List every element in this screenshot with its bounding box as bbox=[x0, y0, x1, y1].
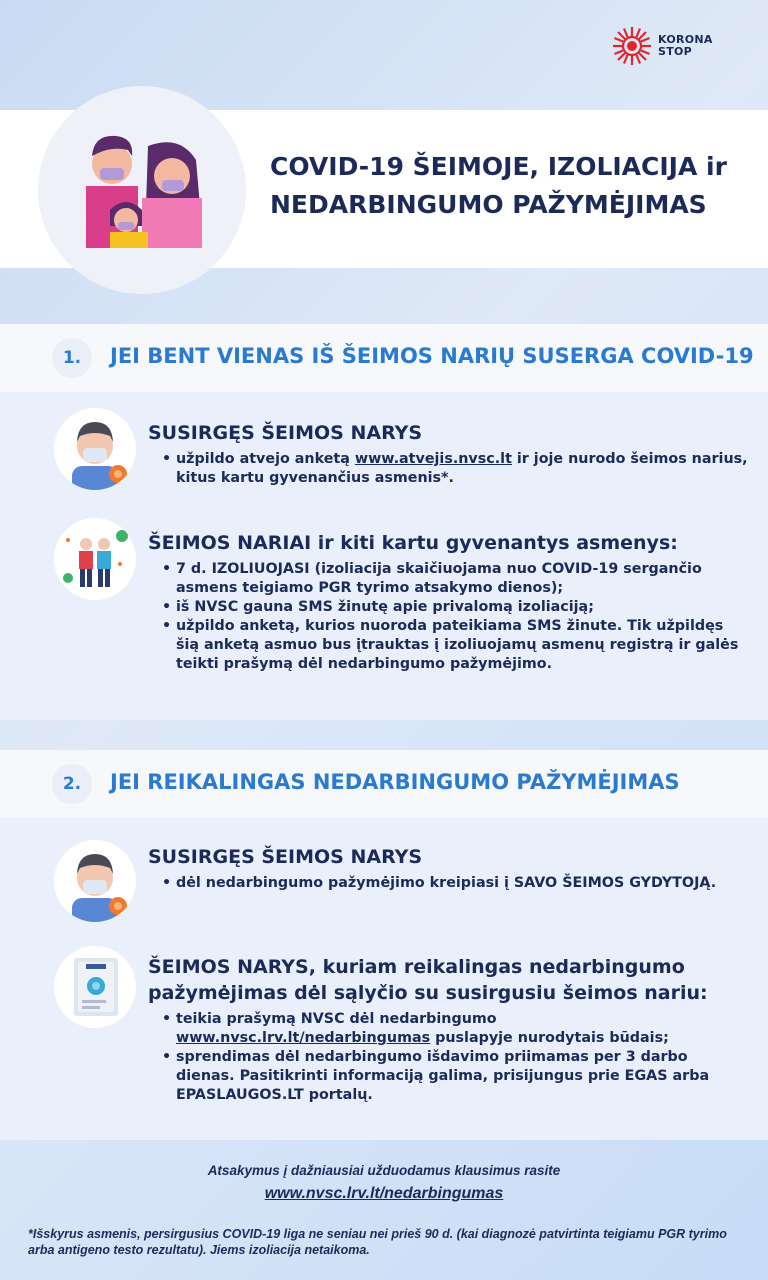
sick-member-block bbox=[148, 420, 748, 488]
page-title-line2: NEDARBINGUMO PAŽYMĖJIMAS bbox=[270, 190, 707, 219]
atvejis-link[interactable]: www.atvejis.nvsc.lt bbox=[354, 451, 512, 467]
family-members-illustration bbox=[54, 518, 136, 600]
sick-person-illustration bbox=[54, 840, 136, 922]
bullet-text: ir joje nurodo šeimos narius, kitus kartu gyvenančius asmenis*. bbox=[176, 451, 748, 486]
family-members-list bbox=[162, 560, 748, 674]
list-item: • iš NVSC gauna SMS žinutę apie privalomą izoliaciją; bbox=[162, 598, 748, 617]
list-item bbox=[162, 450, 748, 488]
family-illustration bbox=[38, 86, 246, 294]
nvsc-sick-leave-link[interactable]: www.nvsc.lrv.lt/nedarbingumas bbox=[176, 1030, 431, 1046]
logo-text-line1: KORONA bbox=[658, 33, 713, 46]
section-if-family-member-ill bbox=[0, 324, 768, 720]
sick-member-list bbox=[162, 874, 748, 893]
section-header bbox=[0, 750, 768, 818]
list-item: • sprendimas dėl nedarbingumo išdavimo priimamas per 3 darbo dienas. Pasitikrinti informaciją galima, prisijungus prie EGAS arba EPASLAUGOS.LT portalų. bbox=[162, 1048, 748, 1105]
family-members-block bbox=[148, 530, 748, 674]
section-number: 2. bbox=[52, 764, 92, 804]
page-title-line1: COVID-19 ŠEIMOJE, IZOLIACIJA ir bbox=[270, 152, 727, 181]
sick-person-icon bbox=[54, 840, 136, 922]
section-title: JEI REIKALINGAS NEDARBINGUMO PAŽYMĖJIMAS bbox=[110, 770, 680, 794]
bullet-text: užpildo atvejo anketą bbox=[176, 451, 355, 467]
sick-member-heading: SUSIRGĘS ŠEIMOS NARYS bbox=[148, 422, 423, 444]
list-item: • dėl nedarbingumo pažymėjimo kreipiasi į SAVO ŠEIMOS GYDYTOJĄ. bbox=[162, 874, 748, 893]
logo-text-line2: STOP bbox=[658, 45, 693, 58]
list-item bbox=[162, 1010, 748, 1048]
bullet-text: teikia prašymą NVSC dėl nedarbingumo bbox=[176, 1011, 497, 1027]
list-item: • 7 d. IZOLIUOJASI (izoliacija skaičiuojama nuo COVID-19 sergančio asmens teigiamo PGR tyrimo atsakymo dienos); bbox=[162, 560, 748, 598]
section-title: JEI BENT VIENAS IŠ ŠEIMOS NARIŲ SUSERGA COVID-19 bbox=[110, 344, 754, 368]
footnote: *Išskyrus asmenis, persirgusius COVID-19 liga ne seniau nei prieš 90 d. (kai diagnozė patvirtinta teigiamu PGR tyrimo arba antigeno testo rezultatu). Jiems izoliacija netaikoma. bbox=[28, 1227, 727, 1257]
sun-logo-icon bbox=[612, 26, 652, 66]
bullet-text: puslapyje nurodytais būdais; bbox=[430, 1030, 669, 1046]
masked-family-icon bbox=[38, 86, 246, 294]
section-sick-leave-needed bbox=[0, 750, 768, 1140]
contact-member-heading: ŠEIMOS NARYS, kuriam reikalingas nedarbingumo pažymėjimas dėl sąlyčio su susirgusiu šeimos nariu: bbox=[148, 956, 708, 1004]
korona-stop-logo bbox=[612, 26, 713, 66]
sick-person-icon bbox=[54, 408, 136, 490]
section-header bbox=[0, 324, 768, 392]
faq-link[interactable]: www.nvsc.lrv.lt/nedarbingumas bbox=[264, 1185, 504, 1202]
sick-person-illustration bbox=[54, 408, 136, 490]
family-members-heading: ŠEIMOS NARIAI ir kiti kartu gyvenantys asmenys: bbox=[148, 532, 678, 554]
certificate-document-icon bbox=[54, 946, 136, 1028]
section-number: 1. bbox=[52, 338, 92, 378]
sick-member-heading: SUSIRGĘS ŠEIMOS NARYS bbox=[148, 846, 423, 868]
sick-member-list bbox=[162, 450, 748, 488]
faq-text: Atsakymus į dažniausiai užduodamus klausimus rasite bbox=[207, 1163, 561, 1178]
list-item: • užpildo anketą, kurios nuoroda pateikiama SMS žinute. Tik užpildęs šią anketą asmuo bus įtrauktas į izoliuojamų asmenų registrą ir galės teikti prašymą dėl nedarbingumo pažymėjimo. bbox=[162, 617, 748, 674]
certificate-illustration bbox=[54, 946, 136, 1028]
page-title bbox=[270, 148, 750, 224]
family-members-icon bbox=[54, 518, 136, 600]
contact-member-block bbox=[148, 954, 748, 1105]
sick-member-block bbox=[148, 844, 748, 893]
faq-note bbox=[0, 1160, 768, 1203]
contact-member-list bbox=[162, 1010, 748, 1105]
